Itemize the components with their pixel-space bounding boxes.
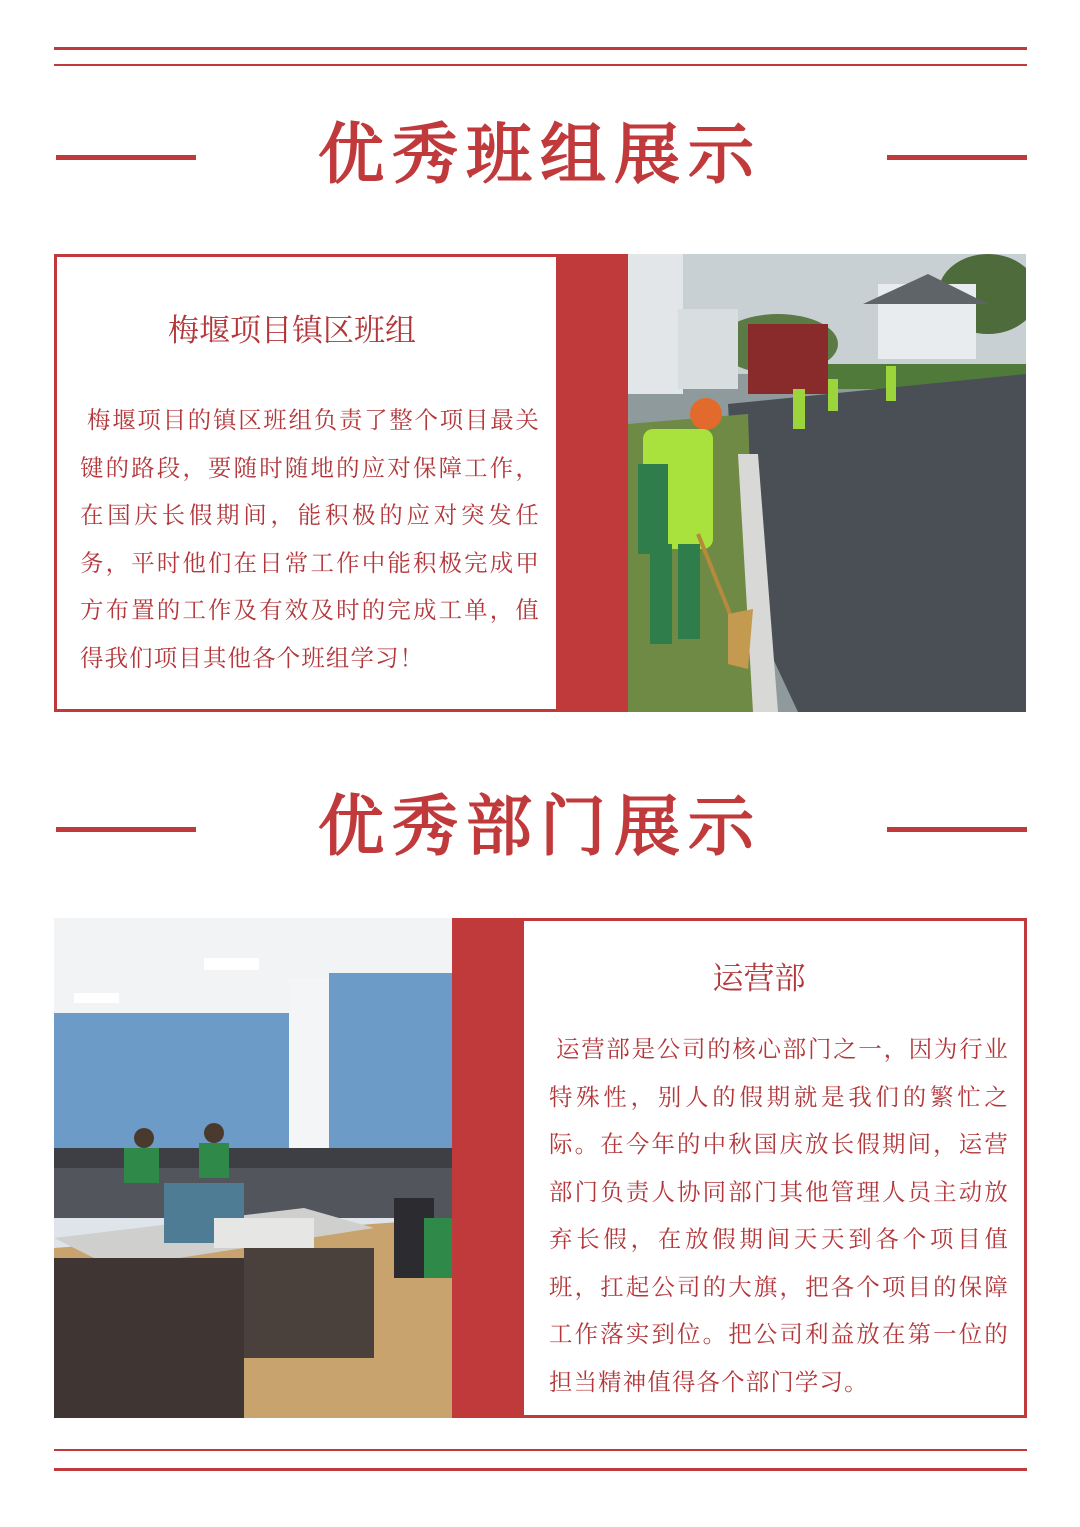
bottom-rule-thin [54,1449,1027,1451]
top-rule-thick [54,47,1027,50]
department-card-title: 运营部 [712,961,806,997]
top-rule-thin [54,64,1027,66]
team-card-red-band [556,254,630,712]
department-card-red-band [452,918,524,1418]
team-photo [628,254,1026,712]
team-card-title: 梅堰项目镇区班组 [168,313,416,349]
section-heading-team: 优秀班组展示 [318,116,762,193]
department-card-body: 运营部是公司的核心部门之一，因为行业特殊性，别人的假期就是我们的繁忙之际。在今年的中秋国庆放长假期间，运营部门负责人协同部门其他管理人员主动放弃长假，在放假期间天天到各个项目值班，扛起公司的大旗，把各个项目的保障工作落实到位。把公司利益放在第一位的担当精神值得各个部门学习。 [549,1035,1009,1396]
department-photo [54,918,452,1418]
team-card-body: 梅堰项目的镇区班组负责了整个项目最关键的路段，要随时随地的应对保障工作，在国庆长假期间，能积极的应对突发任务，平时他们在日常工作中能积极完成甲方布置的工作及有效及时的完成工单，值得我们项目其他各个班组学习！ [80,406,540,672]
section-heading-department: 优秀部门展示 [318,788,762,865]
bottom-rule-thick [54,1468,1027,1471]
